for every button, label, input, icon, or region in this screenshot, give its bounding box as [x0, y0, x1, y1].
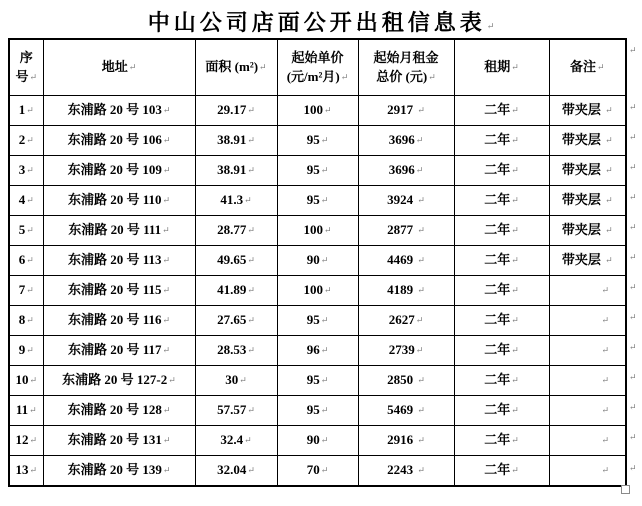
paragraph-mark-icon: ↵ — [511, 315, 519, 326]
paragraph-mark-icon: ↵ — [596, 62, 605, 73]
cell-monthly_total: 3924 ↵ — [358, 186, 454, 216]
paragraph-mark-icon: ↵ — [26, 135, 34, 146]
paragraph-mark-icon: ↵ — [162, 105, 171, 116]
paragraph-mark-icon: ↵ — [428, 71, 436, 82]
cell-term: 二年↵ — [454, 366, 549, 396]
cell-remark — [549, 426, 626, 456]
table-row — [9, 216, 626, 246]
cell-remark — [549, 276, 626, 306]
paragraph-mark-icon: ↵ — [511, 165, 519, 176]
cell-index: 7↵ — [9, 276, 43, 306]
cell-address: 东浦路 20 号 117↵ — [43, 336, 195, 366]
paragraph-mark-icon: ↵ — [417, 105, 425, 116]
paragraph-mark-icon: ↵ — [162, 255, 171, 266]
cell-area: 38.91↵ — [195, 156, 277, 186]
cell-unit_price: 100↵ — [277, 216, 358, 246]
cell-unit_price: 95↵ — [277, 126, 358, 156]
cell-area: 29.17↵ — [195, 96, 277, 126]
paragraph-mark-icon: ↵ — [511, 465, 519, 476]
paragraph-mark-icon: ↵ — [29, 375, 38, 386]
cell-monthly_total: 2627↵ — [358, 306, 454, 336]
cell-monthly_total: 4189 ↵ — [358, 276, 454, 306]
paragraph-mark-icon: ↵ — [601, 405, 609, 416]
paragraph-mark-icon: ↵ — [511, 405, 519, 416]
cell-remark: 带夹层 ↵ — [549, 246, 626, 276]
cell-unit_price: 90↵ — [277, 246, 358, 276]
cell-area: 41.89↵ — [195, 276, 277, 306]
paragraph-mark-icon: ↵ — [601, 465, 609, 476]
paragraph-mark-icon: ↵ — [320, 405, 329, 416]
paragraph-mark-icon: ↵ — [162, 405, 171, 416]
row-end-mark-icon: ↵ — [629, 312, 637, 322]
paragraph-mark-icon: ↵ — [417, 375, 425, 386]
paragraph-mark-icon: ↵ — [26, 285, 34, 296]
cell-term: 二年↵ — [454, 186, 549, 216]
row-end-mark-icon: ↵ — [629, 222, 637, 232]
cell-unit_price: 95↵ — [277, 156, 358, 186]
paragraph-mark-icon: ↵ — [247, 105, 255, 116]
cell-area: 57.57↵ — [195, 396, 277, 426]
cell-term: 二年↵ — [454, 276, 549, 306]
cell-index: 4↵ — [9, 186, 43, 216]
paragraph-mark-icon: ↵ — [511, 195, 519, 206]
cell-monthly_total: 2916 ↵ — [358, 426, 454, 456]
table-row — [9, 186, 626, 216]
row-end-mark-icon: ↵ — [629, 402, 637, 412]
paragraph-mark-icon: ↵ — [247, 345, 255, 356]
table-row — [9, 396, 626, 426]
paragraph-mark-icon: ↵ — [323, 105, 332, 116]
paragraph-mark-icon: ↵ — [605, 255, 613, 266]
table-row — [9, 246, 626, 276]
paragraph-mark-icon: ↵ — [320, 435, 329, 446]
cell-index: 3↵ — [9, 156, 43, 186]
cell-remark: 带夹层 ↵ — [549, 216, 626, 246]
header-area: 面积 (m²)↵ — [195, 39, 277, 96]
paragraph-mark-icon: ↵ — [417, 465, 425, 476]
cell-monthly_total: 2877 ↵ — [358, 216, 454, 246]
paragraph-mark-icon: ↵ — [605, 195, 613, 206]
cell-term: 二年↵ — [454, 96, 549, 126]
paragraph-mark-icon: ↵ — [320, 165, 329, 176]
header-row — [9, 39, 626, 96]
paragraph-mark-icon: ↵ — [601, 315, 609, 326]
table-row — [9, 456, 626, 487]
cell-unit_price: 95↵ — [277, 306, 358, 336]
cell-index: 12↵ — [9, 426, 43, 456]
paragraph-mark-icon: ↵ — [259, 62, 267, 73]
paragraph-mark-icon: ↵ — [162, 225, 170, 236]
paragraph-mark-icon: ↵ — [511, 62, 519, 73]
paragraph-mark-icon: ↵ — [162, 165, 171, 176]
header-remark: 备注↵ — [549, 39, 626, 96]
paragraph-mark-icon: ↵ — [26, 105, 34, 116]
paragraph-mark-icon: ↵ — [247, 225, 255, 236]
paragraph-mark-icon: ↵ — [26, 225, 34, 236]
cell-unit_price: 100↵ — [277, 96, 358, 126]
cell-area: 32.04↵ — [195, 456, 277, 487]
row-end-mark-icon: ↵ — [629, 132, 637, 142]
paragraph-mark-icon: ↵ — [320, 375, 329, 386]
cell-area: 32.4↵ — [195, 426, 277, 456]
paragraph-mark-icon: ↵ — [320, 465, 329, 476]
row-end-mark-icon: ↵ — [629, 462, 637, 473]
page-title — [0, 6, 642, 37]
cell-term: 二年↵ — [454, 426, 549, 456]
header-monthly_total: 起始月租金 总价 (元)↵ — [358, 39, 454, 96]
cell-term: 二年↵ — [454, 336, 549, 366]
cell-index: 5↵ — [9, 216, 43, 246]
paragraph-mark-icon: ↵ — [29, 435, 38, 446]
paragraph-mark-icon: ↵ — [247, 315, 255, 326]
paragraph-mark-icon: ↵ — [417, 435, 425, 446]
cell-monthly_total: 4469 ↵ — [358, 246, 454, 276]
cell-address: 东浦路 20 号 103↵ — [43, 96, 195, 126]
table-row — [9, 366, 626, 396]
cell-unit_price: 96↵ — [277, 336, 358, 366]
cell-address: 东浦路 20 号 139↵ — [43, 456, 195, 487]
paragraph-mark-icon: ↵ — [415, 165, 424, 176]
paragraph-mark-icon: ↵ — [601, 285, 609, 296]
cell-monthly_total: 3696↵ — [358, 126, 454, 156]
paragraph-mark-icon: ↵ — [128, 62, 137, 73]
paragraph-mark-icon: ↵ — [511, 435, 519, 446]
paragraph-mark-icon: ↵ — [162, 345, 171, 356]
paragraph-mark-icon: ↵ — [247, 135, 255, 146]
paragraph-mark-icon: ↵ — [511, 135, 519, 146]
paragraph-mark-icon: ↵ — [605, 105, 613, 116]
cell-address: 东浦路 20 号 106↵ — [43, 126, 195, 156]
paragraph-mark-icon: ↵ — [605, 225, 613, 236]
paragraph-mark-icon: ↵ — [511, 255, 519, 266]
paragraph-mark-icon: ↵ — [320, 255, 329, 266]
paragraph-mark-icon: ↵ — [26, 195, 34, 206]
paragraph-mark-icon: ↵ — [415, 315, 424, 326]
paragraph-mark-icon: ↵ — [601, 345, 609, 356]
cell-remark — [549, 336, 626, 366]
cell-area: 28.77↵ — [195, 216, 277, 246]
table-row — [9, 156, 626, 186]
paragraph-mark-icon: ↵ — [162, 135, 171, 146]
cell-term: 二年↵ — [454, 216, 549, 246]
paragraph-mark-icon: ↵ — [417, 255, 425, 266]
cell-area: 27.65↵ — [195, 306, 277, 336]
cell-remark: 带夹层 ↵ — [549, 156, 626, 186]
cell-term: 二年↵ — [454, 156, 549, 186]
row-end-mark-icon: ↵ — [629, 342, 637, 352]
row-end-mark-icon: ↵ — [629, 45, 637, 55]
header-index: 序 号↵ — [9, 39, 43, 96]
paragraph-mark-icon: ↵ — [26, 345, 34, 356]
cell-index: 13↵ — [9, 456, 43, 487]
cell-area: 38.91↵ — [195, 126, 277, 156]
table-row — [9, 306, 626, 336]
paragraph-mark-icon: ↵ — [601, 375, 609, 386]
cell-index: 1↵ — [9, 96, 43, 126]
cell-index: 2↵ — [9, 126, 43, 156]
row-end-mark-icon: ↵ — [629, 432, 637, 442]
cell-area: 49.65↵ — [195, 246, 277, 276]
row-end-mark-icon: ↵ — [629, 192, 637, 202]
row-end-mark-icon: ↵ — [629, 252, 637, 262]
cell-remark — [549, 306, 626, 336]
header-address: 地址↵ — [43, 39, 195, 96]
paragraph-mark-icon: ↵ — [29, 405, 37, 416]
cell-monthly_total: 2243 ↵ — [358, 456, 454, 487]
cell-address: 东浦路 20 号 115↵ — [43, 276, 195, 306]
paragraph-mark-icon: ↵ — [511, 225, 519, 236]
row-end-mark-icon: ↵ — [629, 162, 637, 172]
cell-remark — [549, 366, 626, 396]
cell-remark — [549, 396, 626, 426]
header-unit_price: 起始单价 (元/m²月)↵ — [277, 39, 358, 96]
cell-index: 9↵ — [9, 336, 43, 366]
paragraph-mark-icon: ↵ — [417, 195, 425, 206]
cell-area: 41.3↵ — [195, 186, 277, 216]
cell-term: 二年↵ — [454, 456, 549, 487]
cell-index: 8↵ — [9, 306, 43, 336]
cell-address: 东浦路 20 号 113↵ — [43, 246, 195, 276]
cell-address: 东浦路 20 号 109↵ — [43, 156, 195, 186]
paragraph-mark-icon: ↵ — [417, 285, 425, 296]
page-title-text: 中山公司店面公开出租信息表 — [147, 10, 486, 35]
cell-unit_price: 90↵ — [277, 426, 358, 456]
paragraph-mark-icon: ↵ — [247, 255, 255, 266]
paragraph-mark-icon: ↵ — [162, 315, 171, 326]
cell-index: 11↵ — [9, 396, 43, 426]
paragraph-mark-icon: ↵ — [486, 21, 495, 31]
cell-term: 二年↵ — [454, 396, 549, 426]
table-row — [9, 126, 626, 156]
doc-end-square-icon — [621, 485, 630, 494]
cell-address: 东浦路 20 号 127-2↵ — [43, 366, 195, 396]
cell-area: 30↵ — [195, 366, 277, 396]
cell-monthly_total: 5469 ↵ — [358, 396, 454, 426]
table-row — [9, 96, 626, 126]
cell-monthly_total: 2917 ↵ — [358, 96, 454, 126]
paragraph-mark-icon: ↵ — [415, 345, 424, 356]
cell-unit_price: 100↵ — [277, 276, 358, 306]
rental-table — [8, 38, 627, 487]
cell-remark: 带夹层 ↵ — [549, 126, 626, 156]
paragraph-mark-icon: ↵ — [511, 375, 519, 386]
table-row — [9, 426, 626, 456]
paragraph-mark-icon: ↵ — [162, 435, 171, 446]
cell-monthly_total: 2850 ↵ — [358, 366, 454, 396]
cell-remark: 带夹层 ↵ — [549, 96, 626, 126]
paragraph-mark-icon: ↵ — [244, 435, 252, 446]
paragraph-mark-icon: ↵ — [417, 225, 425, 236]
paragraph-mark-icon: ↵ — [244, 195, 252, 206]
cell-unit_price: 70↵ — [277, 456, 358, 487]
cell-unit_price: 95↵ — [277, 396, 358, 426]
cell-monthly_total: 3696↵ — [358, 156, 454, 186]
cell-address: 东浦路 20 号 111↵ — [43, 216, 195, 246]
cell-remark: 带夹层 ↵ — [549, 186, 626, 216]
table-row — [9, 336, 626, 366]
paragraph-mark-icon: ↵ — [26, 255, 34, 266]
paragraph-mark-icon: ↵ — [605, 165, 613, 176]
paragraph-mark-icon: ↵ — [320, 195, 329, 206]
paragraph-mark-icon: ↵ — [29, 465, 38, 476]
paragraph-mark-icon: ↵ — [511, 285, 519, 296]
row-end-mark-icon: ↵ — [629, 372, 637, 382]
row-end-mark-icon: ↵ — [629, 102, 637, 112]
cell-unit_price: 95↵ — [277, 366, 358, 396]
paragraph-mark-icon: ↵ — [323, 225, 332, 236]
paragraph-mark-icon: ↵ — [320, 135, 329, 146]
paragraph-mark-icon: ↵ — [247, 285, 255, 296]
cell-area: 28.53↵ — [195, 336, 277, 366]
paragraph-mark-icon: ↵ — [29, 71, 38, 82]
paragraph-mark-icon: ↵ — [247, 465, 255, 476]
cell-term: 二年↵ — [454, 306, 549, 336]
cell-remark — [549, 456, 626, 487]
paragraph-mark-icon: ↵ — [168, 375, 176, 386]
paragraph-mark-icon: ↵ — [162, 285, 171, 296]
paragraph-mark-icon: ↵ — [247, 165, 255, 176]
cell-index: 6↵ — [9, 246, 43, 276]
paragraph-mark-icon: ↵ — [417, 405, 425, 416]
paragraph-mark-icon: ↵ — [605, 135, 613, 146]
paragraph-mark-icon: ↵ — [320, 345, 329, 356]
paragraph-mark-icon: ↵ — [415, 135, 424, 146]
paragraph-mark-icon: ↵ — [26, 315, 34, 326]
row-end-mark-icon: ↵ — [629, 282, 637, 292]
cell-index: 10↵ — [9, 366, 43, 396]
paragraph-mark-icon: ↵ — [320, 315, 329, 326]
cell-unit_price: 95↵ — [277, 186, 358, 216]
cell-address: 东浦路 20 号 131↵ — [43, 426, 195, 456]
paragraph-mark-icon: ↵ — [511, 105, 519, 116]
cell-address: 东浦路 20 号 110↵ — [43, 186, 195, 216]
paragraph-mark-icon: ↵ — [340, 71, 349, 82]
paragraph-mark-icon: ↵ — [511, 345, 519, 356]
paragraph-mark-icon: ↵ — [601, 435, 609, 446]
cell-term: 二年↵ — [454, 246, 549, 276]
cell-address: 东浦路 20 号 128↵ — [43, 396, 195, 426]
paragraph-mark-icon: ↵ — [247, 405, 255, 416]
cell-term: 二年↵ — [454, 126, 549, 156]
paragraph-mark-icon: ↵ — [162, 465, 171, 476]
cell-monthly_total: 2739↵ — [358, 336, 454, 366]
paragraph-mark-icon: ↵ — [239, 375, 247, 386]
paragraph-mark-icon: ↵ — [162, 195, 171, 206]
header-term: 租期↵ — [454, 39, 549, 96]
table-row — [9, 276, 626, 306]
cell-address: 东浦路 20 号 116↵ — [43, 306, 195, 336]
paragraph-mark-icon: ↵ — [323, 285, 332, 296]
paragraph-mark-icon: ↵ — [26, 165, 34, 176]
